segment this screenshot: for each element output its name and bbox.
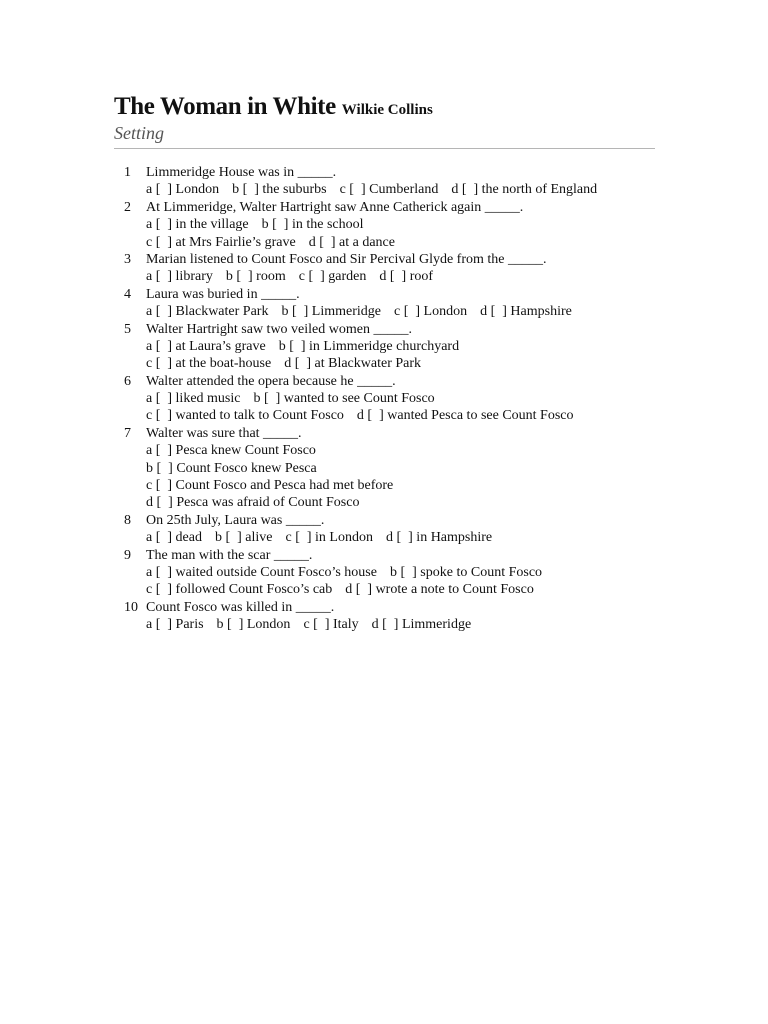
question-list [114, 164, 655, 634]
question-item [114, 321, 655, 373]
question-text: At Limmeridge, Walter Hartright saw Anne Catherick again _____. [146, 199, 524, 215]
option-line [146, 303, 655, 320]
question-item [114, 599, 655, 634]
question-number: 2 [124, 199, 131, 215]
option-line [146, 338, 655, 355]
question-body [146, 373, 655, 425]
answer-option[interactable]: a [ ] liked music [146, 391, 241, 407]
option-line [146, 234, 655, 251]
answer-option[interactable]: d [ ] wanted Pesca to see Count Fosco [356, 408, 574, 424]
question-number: 5 [124, 321, 131, 337]
option-line [146, 581, 655, 598]
question-item [114, 425, 655, 512]
answer-option[interactable]: a [ ] dead [146, 530, 202, 546]
answer-option[interactable]: b [ ] the suburbs [232, 182, 327, 198]
worksheet-page [114, 92, 655, 634]
answer-option[interactable]: c [ ] wanted to talk to Count Fosco [146, 408, 344, 424]
question-text: Laura was buried in _____. [146, 286, 300, 302]
question-body [146, 599, 655, 634]
question-number: 4 [124, 286, 131, 302]
question-body [146, 425, 655, 512]
option-line [146, 477, 655, 494]
question-number: 10 [124, 599, 138, 615]
question-item [114, 164, 655, 199]
option-line [146, 494, 655, 511]
answer-option[interactable]: a [ ] in the village [146, 217, 249, 233]
answer-option[interactable]: d [ ] at a dance [308, 234, 395, 250]
answer-option[interactable]: b [ ] Count Fosco knew Pesca [146, 460, 317, 476]
question-text: Walter Hartright saw two veiled women _____. [146, 321, 412, 337]
answer-option[interactable]: c [ ] at the boat-house [146, 356, 272, 372]
question-item [114, 373, 655, 425]
answer-option[interactable]: b [ ] in Limmeridge churchyard [278, 338, 460, 354]
answer-option[interactable]: d [ ] in Hampshire [385, 530, 493, 546]
answer-option[interactable]: d [ ] at Blackwater Park [284, 356, 422, 372]
answer-option[interactable]: d [ ] Hampshire [480, 304, 572, 320]
answer-option[interactable]: d [ ] roof [379, 269, 434, 285]
answer-option[interactable]: d [ ] Limmeridge [371, 617, 472, 633]
answer-option[interactable]: d [ ] the north of England [451, 182, 598, 198]
question-body [146, 321, 655, 373]
author-name: Wilkie Collins [341, 102, 433, 118]
header-divider [114, 148, 655, 149]
question-number: 8 [124, 512, 131, 528]
option-line [146, 442, 655, 459]
question-body [146, 512, 655, 547]
answer-option[interactable]: b [ ] spoke to Count Fosco [389, 564, 543, 580]
answer-option[interactable]: c [ ] at Mrs Fairlie’s grave [146, 234, 296, 250]
question-body [146, 286, 655, 321]
answer-option[interactable]: c [ ] Cumberland [339, 182, 439, 198]
answer-option[interactable]: c [ ] in London [285, 530, 373, 546]
question-number: 7 [124, 425, 131, 441]
answer-option[interactable]: b [ ] wanted to see Count Fosco [253, 391, 435, 407]
option-line [146, 616, 655, 633]
answer-option[interactable]: a [ ] Paris [146, 617, 204, 633]
option-line [146, 460, 655, 477]
option-line [146, 216, 655, 233]
question-number: 6 [124, 373, 131, 389]
option-line [146, 529, 655, 546]
option-line [146, 355, 655, 372]
question-text: The man with the scar _____. [146, 547, 313, 563]
answer-option[interactable]: a [ ] at Laura’s grave [146, 338, 266, 354]
answer-option[interactable]: a [ ] Pesca knew Count Fosco [146, 443, 316, 459]
option-line [146, 268, 655, 285]
answer-option[interactable]: c [ ] followed Count Fosco’s cab [146, 582, 333, 598]
question-item [114, 199, 655, 251]
answer-option[interactable]: a [ ] waited outside Count Fosco’s house [146, 564, 377, 580]
answer-option[interactable]: c [ ] London [393, 304, 468, 320]
answer-option[interactable]: b [ ] London [216, 617, 291, 633]
answer-option[interactable]: d [ ] Pesca was afraid of Count Fosco [146, 495, 360, 511]
question-body [146, 199, 655, 251]
question-text: Walter attended the opera because he _____. [146, 373, 396, 389]
question-number: 3 [124, 251, 131, 267]
question-text: Marian listened to Count Fosco and Sir Percival Glyde from the _____. [146, 251, 547, 267]
option-line [146, 407, 655, 424]
answer-option[interactable]: b [ ] alive [214, 530, 273, 546]
answer-option[interactable]: b [ ] Limmeridge [281, 304, 381, 320]
answer-option[interactable]: c [ ] garden [298, 269, 367, 285]
question-text: Count Fosco was killed in _____. [146, 599, 335, 615]
question-item [114, 251, 655, 286]
answer-option[interactable]: a [ ] London [146, 182, 220, 198]
section-subtitle: Setting [114, 123, 164, 143]
question-text: Walter was sure that _____. [146, 425, 302, 441]
answer-option[interactable]: a [ ] Blackwater Park [146, 304, 269, 320]
question-number: 1 [124, 165, 131, 180]
question-body [146, 164, 655, 199]
answer-option[interactable]: c [ ] Italy [303, 617, 359, 633]
answer-option[interactable]: b [ ] room [225, 269, 286, 285]
page-title: The Woman in White [114, 93, 336, 120]
question-item [114, 512, 655, 547]
question-number: 9 [124, 547, 131, 563]
answer-option[interactable]: c [ ] Count Fosco and Pesca had met before [146, 478, 394, 494]
question-body [146, 251, 655, 286]
question-body [146, 547, 655, 599]
option-line [146, 181, 655, 198]
question-text: On 25th July, Laura was _____. [146, 512, 325, 528]
question-item [114, 286, 655, 321]
answer-option[interactable]: a [ ] library [146, 269, 213, 285]
answer-option[interactable]: b [ ] in the school [261, 217, 364, 233]
answer-option[interactable]: d [ ] wrote a note to Count Fosco [345, 582, 534, 598]
option-line [146, 390, 655, 407]
title-line [114, 92, 655, 122]
option-line [146, 564, 655, 581]
question-item [114, 547, 655, 599]
question-text: Limmeridge House was in _____. [146, 165, 337, 180]
